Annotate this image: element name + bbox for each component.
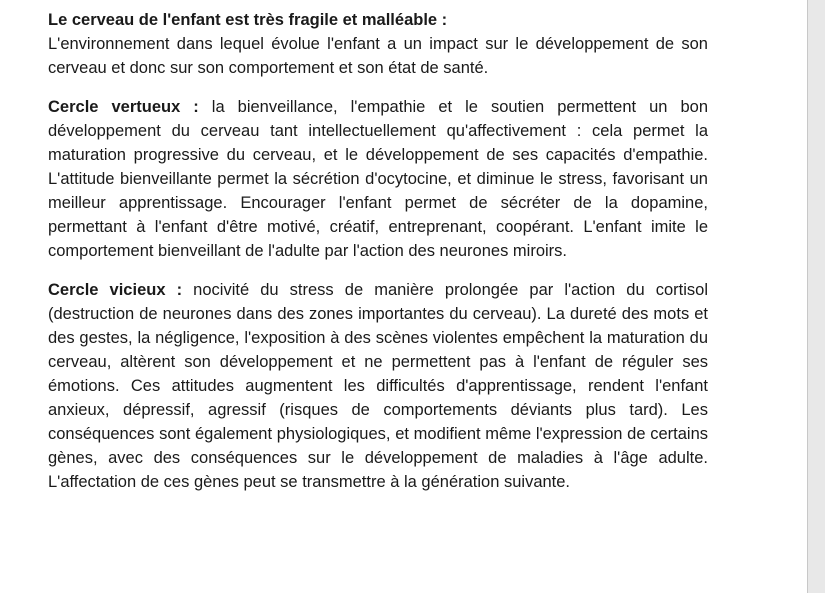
- vicious-circle-text: nocivité du stress de manière prolongée par l'action du cortisol (destruction de neurones dans des zones importantes du cerveau). La dureté des mots et des gestes, la négligence, l'exposition à des scènes violentes empêchent la maturation du cerveau, altèrent son développement et ne permettent pas à l'enfant de réguler ses émotions. Ces attitudes augmentent les difficultés d'apprentissage, rendent l'enfant anxieux, dépressif, agressif (risques de comportements déviants plus tard). Les conséquences sont également physiologiques, et modifient même l'expression de certains gènes, avec des conséquences sur le développement de maladies à l'âge adulte. L'affectation de ces gènes peut se transmettre à la génération suivante.: [48, 281, 708, 491]
- virtuous-circle-text: la bienveillance, l'empathie et le soutien permettent un bon développement du cerveau tant intellectuellement qu'affectivement : cela permet la maturation progressive du cerveau, et le développement de ses capacités d'empathie. L'attitude bienveillante permet la sécrétion d'ocytocine, et diminue le stress, favorisant un meilleur apprentissage. Encourager l'enfant permet de sécréter de la dopamine, permettant à l'enfant d'être motivé, créatif, entreprenant, coopérant. L'enfant imite le comportement bienveillant de l'adulte par l'action des neurones miroirs.: [48, 98, 708, 260]
- page-edge: [807, 0, 825, 593]
- vicious-circle-paragraph: [48, 278, 708, 494]
- document-title: Le cerveau de l'enfant est très fragile et malléable :: [48, 11, 448, 29]
- document-content: [48, 8, 708, 509]
- vicious-circle-label: Cercle vicieux :: [48, 281, 183, 299]
- virtuous-circle-paragraph: [48, 95, 708, 263]
- virtuous-circle-label: Cercle vertueux :: [48, 98, 199, 116]
- intro-paragraph: L'environnement dans lequel évolue l'enfant a un impact sur le développement de son cerveau et donc sur son comportement et son état de santé.: [48, 35, 708, 77]
